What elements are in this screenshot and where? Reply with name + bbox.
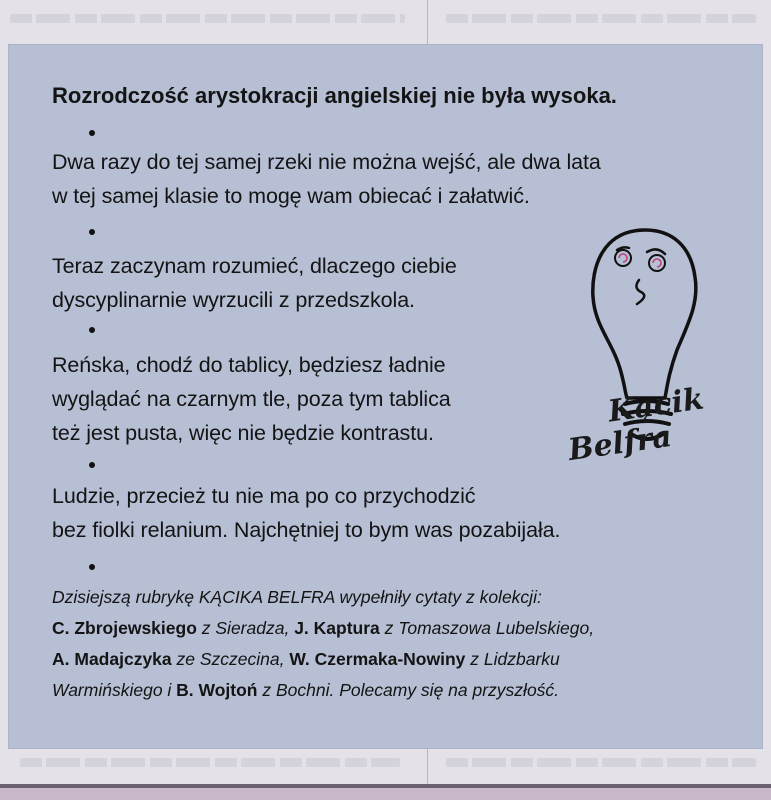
quote-line: Ludzie, przecież tu nie ma po co przychodzić [52, 484, 476, 508]
faded-text-line [10, 14, 405, 23]
quote-line: Reńska, chodź do tablicy, będziesz ładnie [52, 353, 446, 377]
quote-line: też jest pusta, więc nie będzie kontrastu. [52, 421, 434, 445]
quote-line: Dwa razy do tej samej rzeki nie można wejść, ale dwa lata [52, 150, 601, 174]
contributor-place: z Lidzbarku [470, 649, 560, 669]
eye-left [615, 250, 631, 266]
credits-line [52, 644, 732, 675]
quote-4 [52, 479, 560, 547]
faded-text-line [20, 758, 400, 767]
faded-text-line [446, 14, 756, 23]
article-title: Rozrodczość arystokracji angielskiej nie była wysoka. [52, 83, 617, 108]
bullet-separator [89, 327, 95, 333]
eye-right [649, 255, 665, 271]
contributor-place: z Sieradza, [201, 618, 290, 638]
contributor-name: B. Wojtoń [176, 680, 258, 700]
quote-line: dyscyplinarnie wyrzucili z przedszkola. [52, 288, 415, 312]
contributor-place: ze Szczecina, [176, 649, 285, 669]
contributor-place: Warmińskiego i [52, 680, 172, 700]
quote-line: Teraz zaczynam rozumieć, dlaczego ciebie [52, 254, 457, 278]
logo-word-kacik: Kącik [606, 381, 706, 430]
faded-text-line [446, 758, 756, 767]
quote-box [8, 44, 763, 749]
bullet-separator [89, 130, 95, 136]
quote-line: w tej samej klasie to mogę wam obiecać i załatwić. [52, 184, 530, 208]
light-bulb-icon [573, 222, 718, 522]
contributor-place: z Bochni. [262, 680, 335, 700]
contributor-name: C. Zbrojewskiego [52, 618, 197, 638]
logo-word-belfra: Belfra [566, 418, 674, 469]
contributor-place: z Tomaszowa Lubelskiego, [384, 618, 595, 638]
quote-line: bez fiolki relanium. Najchętniej to bym was pozabijała. [52, 518, 561, 542]
credits-line [52, 675, 732, 706]
bottom-color-band [0, 784, 771, 800]
quote-3 [52, 348, 451, 450]
contributor-name: A. Madajczyka [52, 649, 172, 669]
quote-2 [52, 249, 457, 317]
contributor-name: W. Czermaka-Nowiny [289, 649, 466, 669]
contributor-name: J. Kaptura [294, 618, 380, 638]
credits [52, 582, 732, 706]
quote-1 [52, 145, 601, 213]
bullet-separator [89, 229, 95, 235]
credits-outro: Polecamy się na przyszłość. [339, 680, 560, 700]
bullet-separator [89, 462, 95, 468]
credits-intro: Dzisiejszą rubrykę KĄCIKA BELFRA wypełniły cytaty z kolekcji: [52, 587, 542, 607]
credits-line [52, 613, 732, 644]
bullet-separator [89, 564, 95, 570]
quote-line: wyglądać na czarnym tle, poza tym tablica [52, 387, 451, 411]
